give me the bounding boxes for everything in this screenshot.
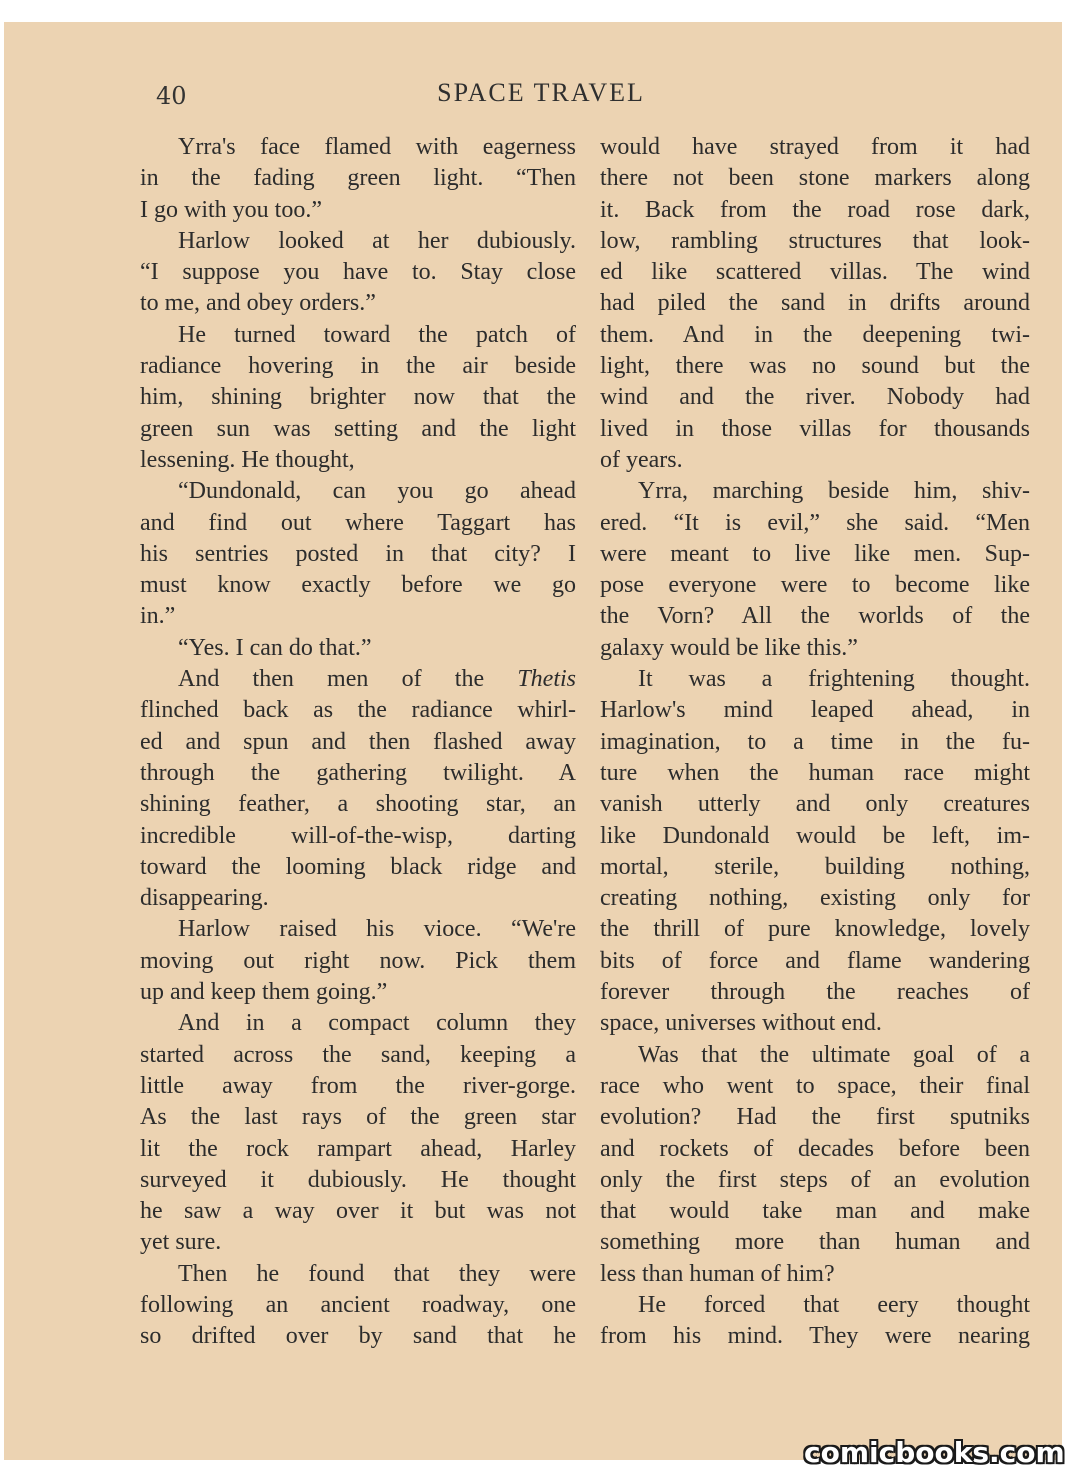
text-line-content: Yrra, marching beside him, shiv- bbox=[638, 478, 1030, 505]
text-line-content: Yrra's face flamed with eagerness bbox=[178, 134, 576, 160]
text-line bbox=[140, 821, 576, 852]
text-line-content: so drifted over by sand that he bbox=[140, 1323, 576, 1350]
text-line-content: up and keep them going.” bbox=[140, 979, 388, 1006]
text-line bbox=[600, 1227, 1030, 1258]
text-line bbox=[140, 320, 576, 351]
text-line-content: less than human of him? bbox=[600, 1260, 835, 1287]
text-line-content: the thrill of pure knowledge, lovely bbox=[600, 916, 1030, 943]
text-line bbox=[600, 570, 1030, 601]
text-line-content: of years. bbox=[600, 446, 683, 473]
text-line-content: Harlow raised his vioce. “We're bbox=[178, 916, 576, 943]
text-line bbox=[140, 664, 576, 695]
text-line-content: ture when the human race might bbox=[600, 759, 1030, 786]
text-line-content: Harlow's mind leaped ahead, in bbox=[600, 697, 1030, 724]
text-line bbox=[140, 226, 576, 257]
text-line bbox=[140, 508, 576, 539]
text-line bbox=[140, 758, 576, 789]
text-line bbox=[600, 445, 1030, 476]
text-line-content: creating nothing, existing only for bbox=[600, 885, 1030, 912]
text-line-content: radiance hovering in the air beside bbox=[140, 353, 576, 380]
text-line bbox=[600, 1134, 1030, 1165]
text-line bbox=[600, 1196, 1030, 1227]
text-line bbox=[140, 914, 576, 945]
text-line-content: As the last rays of the green star bbox=[140, 1104, 576, 1131]
text-line-content: that would take man and make bbox=[600, 1198, 1030, 1225]
text-line bbox=[600, 351, 1030, 382]
text-line-content: following an ancient roadway, one bbox=[140, 1291, 576, 1318]
text-line-content: lessening. He thought, bbox=[140, 446, 355, 473]
text-line bbox=[600, 946, 1030, 977]
text-line bbox=[140, 1227, 576, 1258]
text-line bbox=[600, 977, 1030, 1008]
text-line-content: through the gathering twilight. A bbox=[140, 759, 576, 786]
text-line-content: ed and spun and then flashed away bbox=[140, 728, 576, 755]
text-line-content: bits of force and flame wandering bbox=[600, 947, 1030, 974]
text-line-content: lived in those villas for thousands bbox=[600, 415, 1030, 442]
text-line-content: there not been stone markers along bbox=[600, 165, 1030, 192]
text-line bbox=[600, 758, 1030, 789]
text-line bbox=[140, 601, 576, 632]
text-line-content: it. Back from the road rose dark, bbox=[600, 196, 1030, 223]
text-line bbox=[600, 633, 1030, 664]
text-line bbox=[600, 914, 1030, 945]
text-line bbox=[140, 257, 576, 288]
text-line-content: He forced that eery thought bbox=[638, 1291, 1030, 1318]
left-text-column bbox=[140, 132, 576, 1353]
text-line-content: were meant to live like men. Sup- bbox=[600, 540, 1030, 567]
text-line bbox=[140, 1008, 576, 1039]
text-line bbox=[140, 288, 576, 319]
text-line bbox=[140, 351, 576, 382]
running-head-title: SPACE TRAVEL bbox=[437, 78, 645, 107]
text-line bbox=[600, 508, 1030, 539]
text-line-content: mortal, sterile, building nothing, bbox=[600, 853, 1030, 880]
text-line bbox=[140, 539, 576, 570]
text-line-content: him, shining brighter now that the bbox=[140, 384, 576, 411]
text-line bbox=[140, 633, 576, 664]
text-line-content: “Yes. I can do that.” bbox=[178, 634, 372, 661]
text-line-content: ed like scattered villas. The wind bbox=[600, 259, 1030, 286]
text-line bbox=[140, 132, 576, 163]
text-line-content: must know exactly before we go bbox=[140, 572, 576, 599]
text-line-content: Harlow looked at her dubiously. bbox=[178, 227, 576, 254]
text-line bbox=[600, 257, 1030, 288]
text-line-content: light, there was no sound but the bbox=[600, 353, 1030, 380]
text-line bbox=[600, 601, 1030, 632]
text-line-content: to me, and obey orders.” bbox=[140, 290, 376, 317]
text-line bbox=[600, 1290, 1030, 1321]
text-line bbox=[140, 977, 576, 1008]
text-line bbox=[140, 195, 576, 226]
text-line-content: shining feather, a shooting star, an bbox=[140, 791, 576, 818]
text-line-content: them. And in the deepening twi- bbox=[600, 321, 1030, 348]
text-line-content: low, rambling structures that look- bbox=[600, 227, 1030, 254]
text-line-content: “I suppose you have to. Stay close bbox=[140, 259, 576, 286]
text-line bbox=[600, 852, 1030, 883]
text-line bbox=[140, 727, 576, 758]
text-line-content: space, universes without end. bbox=[600, 1010, 882, 1037]
text-line-content: forever through the reaches of bbox=[600, 979, 1030, 1006]
right-text-column bbox=[600, 132, 1030, 1353]
text-line-content: would have strayed from it had bbox=[600, 134, 1030, 160]
page-number: 40 bbox=[156, 82, 187, 110]
text-line bbox=[600, 195, 1030, 226]
text-line-content: galaxy would be like this.” bbox=[600, 634, 858, 661]
text-line bbox=[600, 163, 1030, 194]
text-line-content: something more than human and bbox=[600, 1229, 1030, 1256]
text-line-content: started across the sand, keeping a bbox=[140, 1041, 576, 1068]
text-line bbox=[600, 132, 1030, 163]
text-line-content: imagination, to a time in the fu- bbox=[600, 728, 1030, 755]
text-line-content: in.” bbox=[140, 603, 176, 630]
text-line-content: disappearing. bbox=[140, 885, 269, 912]
text-line bbox=[140, 445, 576, 476]
text-line-content: only the first steps of an evolution bbox=[600, 1166, 1030, 1193]
text-line-content: his sentries posted in that city? I bbox=[140, 540, 576, 567]
text-line-content: yet sure. bbox=[140, 1229, 222, 1256]
text-line bbox=[140, 1040, 576, 1071]
text-line-content: lit the rock rampart ahead, Harley bbox=[140, 1135, 576, 1162]
text-line bbox=[140, 852, 576, 883]
text-line bbox=[140, 1102, 576, 1133]
text-line bbox=[600, 1102, 1030, 1133]
text-line bbox=[600, 1165, 1030, 1196]
text-line-content: from his mind. They were nearing bbox=[600, 1323, 1030, 1350]
text-line bbox=[600, 1259, 1030, 1290]
text-line-content: had piled the sand in drifts around bbox=[600, 290, 1030, 317]
text-line bbox=[600, 1008, 1030, 1039]
text-line bbox=[600, 226, 1030, 257]
text-line-content: toward the looming black ridge and bbox=[140, 853, 576, 880]
text-line bbox=[600, 288, 1030, 319]
text-line bbox=[600, 727, 1030, 758]
text-line-content: moving out right now. Pick them bbox=[140, 947, 576, 974]
text-line-content: And in a compact column they bbox=[178, 1010, 576, 1037]
text-line bbox=[600, 789, 1030, 820]
text-line-content: surveyed it dubiously. He thought bbox=[140, 1166, 576, 1193]
text-line-content: in the fading green light. “Then bbox=[140, 165, 576, 192]
text-line bbox=[140, 570, 576, 601]
text-line bbox=[600, 539, 1030, 570]
text-line bbox=[140, 1165, 576, 1196]
text-line bbox=[600, 476, 1030, 507]
text-line-content: and find out where Taggart has bbox=[140, 509, 576, 536]
text-line bbox=[140, 1321, 576, 1352]
text-line bbox=[600, 821, 1030, 852]
text-line bbox=[140, 414, 576, 445]
text-line bbox=[140, 1259, 576, 1290]
text-line-content: and rockets of decades before been bbox=[600, 1135, 1030, 1162]
text-line bbox=[600, 1321, 1030, 1352]
text-line bbox=[140, 1290, 576, 1321]
text-line bbox=[140, 382, 576, 413]
text-line-content: little away from the river-gorge. bbox=[140, 1072, 576, 1099]
text-line-content: pose everyone were to become like bbox=[600, 572, 1030, 599]
text-line bbox=[140, 1196, 576, 1227]
text-line bbox=[140, 1071, 576, 1102]
text-line bbox=[140, 695, 576, 726]
text-line bbox=[600, 695, 1030, 726]
text-line-content: flinched back as the radiance whirl- bbox=[140, 697, 576, 724]
text-line-content: like Dundonald would be left, im- bbox=[600, 822, 1030, 849]
text-line bbox=[140, 1134, 576, 1165]
text-line-content: Was that the ultimate goal of a bbox=[638, 1041, 1030, 1068]
text-line-content: And then men of the bbox=[178, 666, 485, 693]
text-line bbox=[600, 1040, 1030, 1071]
text-line bbox=[140, 476, 576, 507]
text-line-content: he saw a way over it but was not bbox=[140, 1198, 576, 1225]
text-line-content: race who went to space, their final bbox=[600, 1072, 1030, 1099]
text-line-content: green sun was setting and the light bbox=[140, 415, 576, 442]
text-line bbox=[600, 382, 1030, 413]
text-line bbox=[140, 163, 576, 194]
text-line bbox=[600, 664, 1030, 695]
text-line bbox=[140, 946, 576, 977]
text-line bbox=[600, 883, 1030, 914]
text-line-content: “Dundonald, can you go ahead bbox=[178, 478, 576, 505]
text-line-content: I go with you too.” bbox=[140, 196, 322, 223]
ship-name-italic: Thetis bbox=[517, 666, 576, 693]
text-line-content: Then he found that they were bbox=[178, 1260, 576, 1287]
text-line bbox=[140, 883, 576, 914]
text-line bbox=[600, 1071, 1030, 1102]
text-line-content: It was a frightening thought. bbox=[638, 666, 1030, 693]
text-line-content: He turned toward the patch of bbox=[178, 321, 576, 348]
text-line-content: incredible will-of-the-wisp, darting bbox=[140, 822, 576, 849]
watermark-logo: comicbooks.com bbox=[804, 1436, 1065, 1469]
text-line bbox=[600, 320, 1030, 351]
text-line-content: wind and the river. Nobody had bbox=[600, 384, 1030, 411]
text-line bbox=[600, 414, 1030, 445]
text-line bbox=[140, 789, 576, 820]
text-line-content: vanish utterly and only creatures bbox=[600, 791, 1030, 818]
text-line-content: evolution? Had the first sputniks bbox=[600, 1104, 1030, 1131]
text-line-content: the Vorn? All the worlds of the bbox=[600, 603, 1030, 630]
text-line-content: ered. “It is evil,” she said. “Men bbox=[600, 509, 1030, 536]
